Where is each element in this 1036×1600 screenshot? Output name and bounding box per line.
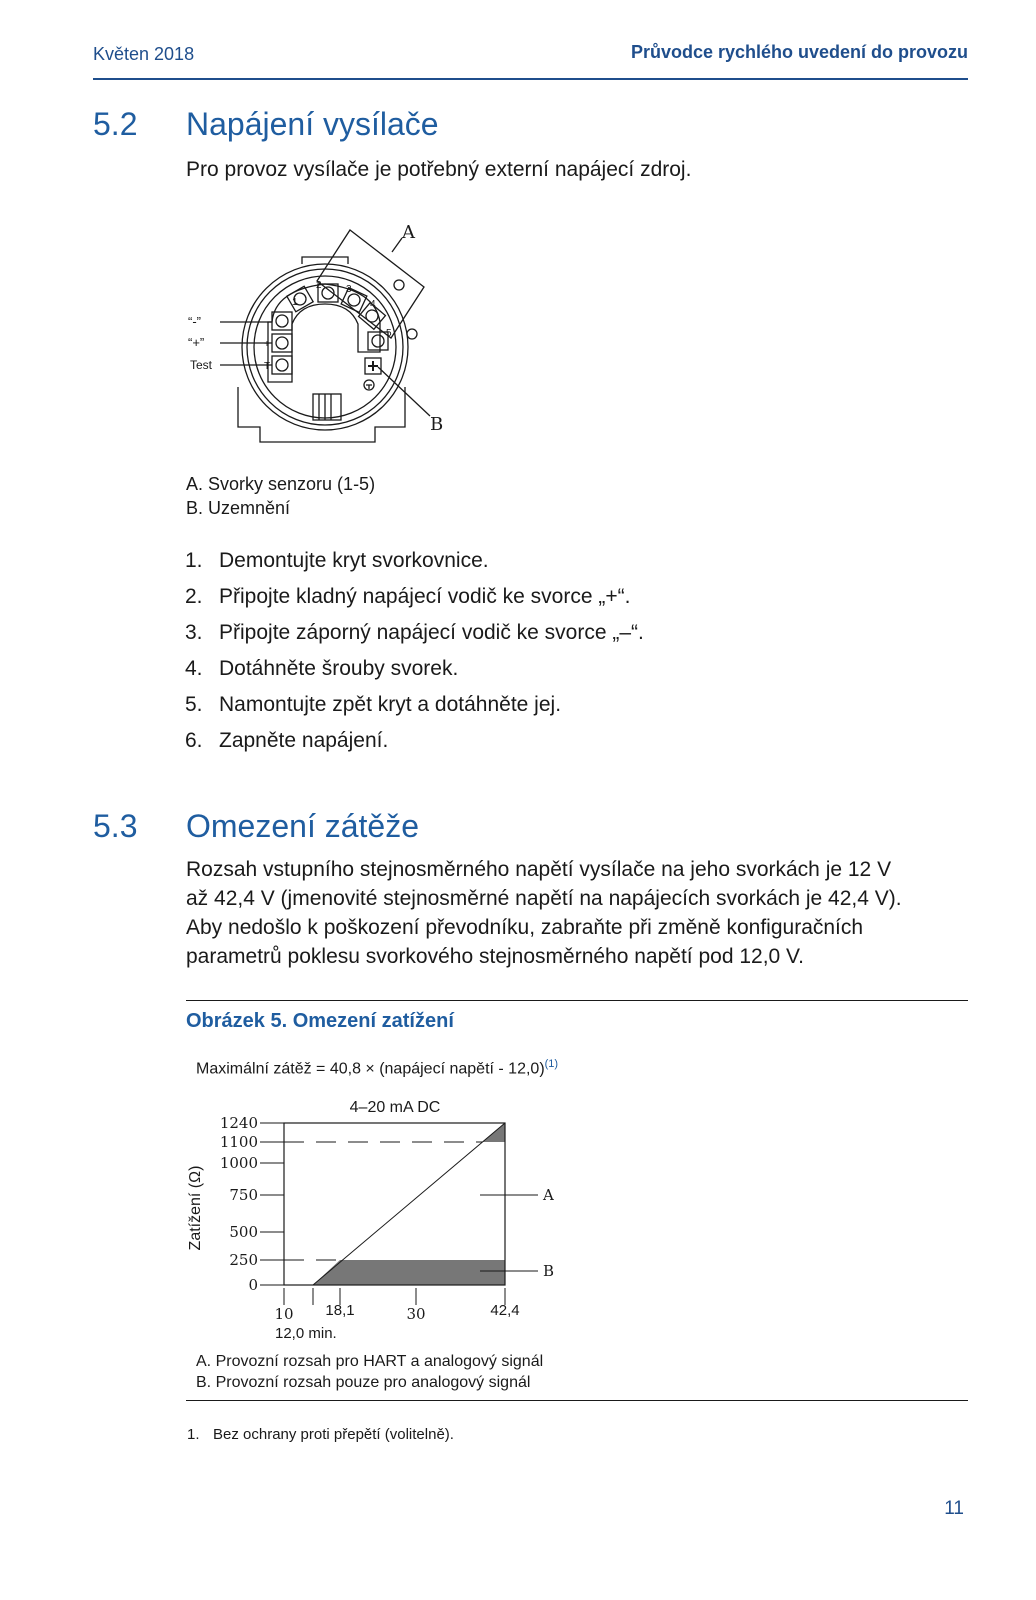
analog-only-region	[313, 1260, 505, 1285]
list-item: 3. Připojte záporný napájecí vodič ke svorce „–“.	[185, 621, 644, 644]
plus-wire-label: “+”	[188, 335, 205, 350]
terminal-3-label: 3	[346, 284, 352, 295]
minus-wire-label: “-”	[188, 314, 201, 329]
y-tick-label: 1100	[219, 1133, 258, 1151]
installation-steps	[185, 546, 644, 762]
chart-legend-b: B. Provozní rozsah pouze pro analogový signál	[196, 1374, 531, 1391]
footnote: 1. Bez ochrany proti přepětí (volitelně).	[187, 1426, 454, 1443]
header-divider	[93, 78, 968, 80]
list-item: 6. Zapněte napájení.	[185, 729, 389, 752]
figure-top-rule	[186, 1000, 968, 1001]
y-tick-label: 1240	[219, 1114, 258, 1132]
terminal-1-label: 1	[292, 297, 298, 308]
terminal-2-label: 2	[316, 280, 322, 291]
y-tick-label: 750	[229, 1186, 258, 1204]
callout-b-label: B	[430, 414, 444, 435]
x-tick-label: 42,4	[490, 1302, 520, 1319]
y-tick-label: 0	[248, 1276, 258, 1294]
footnote-ref: (1)	[544, 1058, 559, 1070]
header-guide-title: Průvodce rychlého uvedení do provozu	[630, 42, 968, 62]
diagram-caption-b: B. Uzemnění	[186, 498, 291, 518]
callout-a-label: A	[543, 1186, 554, 1204]
terminal-plus-mark: +	[264, 339, 270, 350]
list-item: 4. Dotáhněte šrouby svorek.	[185, 657, 459, 680]
section-intro: Pro provoz vysílače je potřebný externí napájecí zdroj.	[186, 158, 692, 181]
section-number: 5.3	[93, 808, 138, 844]
terminal-test-mark: T	[264, 361, 271, 372]
load-formula: Maximální zátěž = 40,8 × (napájecí napětí - 12,0)$^{(1)}$	[196, 1058, 559, 1078]
callout-a-label: A	[402, 222, 415, 243]
list-item: 1. Demontujte kryt svorkovnice.	[185, 549, 489, 572]
callout-b-label: B	[543, 1262, 555, 1280]
list-item: 2. Připojte kladný napájecí vodič ke svorce „+“.	[185, 585, 631, 608]
x-tick-label: 30	[406, 1305, 426, 1323]
x-tick-label: 10	[274, 1305, 294, 1323]
terminal-minus-mark: -	[265, 317, 269, 328]
chart-legend-a: A. Provozní rozsah pro HART a analogový signál	[196, 1353, 544, 1370]
header-date: Květen 2018	[93, 44, 195, 64]
test-wire-label: Test	[190, 358, 213, 372]
y-tick-label: 500	[229, 1223, 258, 1241]
figure-bottom-rule	[186, 1400, 968, 1401]
section-paragraph: Rozsah vstupního stejnosměrného napětí vysílače na jeho svorkách je 12 V až 42,4 V (jmenovité stejnosměrné napětí na napájecích svorkách je 42,4 V). Aby nedošlo k poškození převodníku, zabraňte při změně konfiguračních parametrů poklesu svorkového stejnosměrného napětí pod 12,0 V.	[186, 858, 902, 968]
terminal-5-label: 5	[386, 328, 392, 339]
section-title: Napájení vysílače	[186, 106, 439, 142]
terminal-4-label: 4	[370, 299, 376, 310]
chart-title: 4–20 mA DC	[349, 1099, 441, 1116]
y-tick-label: 1000	[219, 1154, 258, 1172]
x-tick-label: 18,1	[325, 1302, 355, 1319]
terminal-wiring-diagram	[180, 212, 470, 447]
y-tick-label: 250	[229, 1251, 258, 1269]
load-limit-chart	[180, 1090, 580, 1350]
x-min-label: 12,0 min.	[275, 1325, 337, 1342]
section-title: Omezení zátěže	[186, 808, 419, 844]
figure-title: Obrázek 5. Omezení zatížení	[186, 1010, 454, 1032]
y-axis-label: Zatížení (Ω)	[187, 1165, 204, 1251]
section-number: 5.2	[93, 106, 138, 142]
list-item: 5. Namontujte zpět kryt a dotáhněte jej.	[185, 693, 562, 716]
page-number: 11	[944, 1498, 964, 1519]
diagram-caption-a: A. Svorky senzoru (1-5)	[186, 474, 376, 494]
